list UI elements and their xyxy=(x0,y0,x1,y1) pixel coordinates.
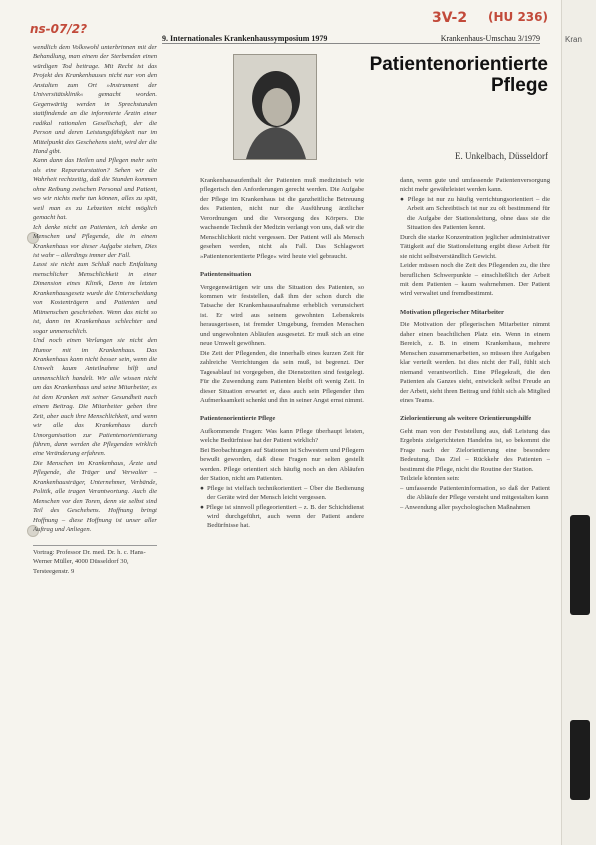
section-heading: Motivation pflegerischer Mitarbeiter xyxy=(400,308,504,316)
list-item: ● Pflege ist sinnvoll pflegeorientiert – z. B. der Schichtdienst wird durchgeführt, auch wenn der Patient andere Bedürfnisse hat. xyxy=(200,503,364,530)
edge-header: Kran xyxy=(565,35,582,44)
list-item: ● Pflege ist nur zu häufig verrichtungsorientiert – die Arbeit am Schreibtisch ist nur zu oft bestimmend für die Aufgabe der Stationsleitung, ohne dass sie die Situation des Patienten kennt. xyxy=(400,195,550,232)
paragraph: Ich denke nicht an Patienten, ich denke an Menschen und Pflegende, die in einem Krankenhaus vor dieser Aufgabe stehen, Dies ist wahr – allerdings immer der Fall. xyxy=(33,223,157,259)
paragraph: wendlich dem Volkswohl unterbrinnen mit der Behandlung, man einem der Sterbenden einen würdigen Tod beitrage. Mit Recht ist das Projekt des Krankenhauses nicht nur von den Anstalten zum Ort »Instrument der Universitätsklinik« gemacht worden. Gegenwärtig werden in Sprechstunden stattfindende an die informierte Ärztin einer radikal rationalen Gesellschaft, der die Person und deren Leistungsfähigkeit nur im Mittelpunkt des Geschehens steht, wird der die Hand gibt. xyxy=(33,44,157,155)
paragraph: Und noch einen Verlangen sie nicht den Humor mit im Krankenhaus. Das Krankenhaus kann nicht besser sein, wenn die Umwelt kaum Anteilnahme hilft und unmenschlich handelt. Wir alle wissen nicht um das Krankenhaus und seine Mitarbeiter, es ist dem Kranken mit seiner Gesundheit nach einem Beitrag. Die Mitarbeiter geben ihre Zeit, aber auch ihre Menschlichkeit, und wenn wir alle das Krankenhaus durch Umorganisation zur Patientenorientierung führen, dann werden die Pflegenden wirklich eine Veränderung erfahren. xyxy=(33,337,157,458)
bullet-list xyxy=(200,484,364,531)
section-heading: Patientensituation xyxy=(200,271,252,279)
article-column-left xyxy=(200,176,364,845)
conference-title: 9. Internationales Krankenhaussymposium 1979 xyxy=(162,34,328,43)
paragraph: Kann dann das Heilen und Pflegen mehr sein als eine Reparaturstation? Sehen wir die Wahrheit rechtzeitig, daß die Stunden kommen ohne Reibung zwischen Personal und Patient, wo wir nichts mehr tun können, alles zu spät, weil man es zu Lebzeiten nicht möglich gemacht hat. xyxy=(33,157,157,222)
article-title-line2: Pflege xyxy=(490,75,548,96)
section-body: Geht man von der Feststellung aus, daß Leistung das Ergebnis zielgerichteten Handelns ist, so bekommt die Frage nach der Zielorientierung eine besondere Bedeutung. Das Ziel – Rückkehr des Patienten – bestimmt die Pflege, nicht die Routine der Station. xyxy=(400,427,550,473)
handwritten-mark-top-left: ns-07/2? xyxy=(30,22,88,36)
next-page-edge xyxy=(561,0,596,845)
list-item: ● Pflege ist vielfach technikorientiert – Über die Bedienung der Geräte wird der Mensch leicht vergessen. xyxy=(200,484,364,502)
previous-article-column xyxy=(33,43,157,533)
intro-paragraph: dann, wenn gute und umfassende Patientenversorgung nicht mehr gewährleistet werden kann. xyxy=(400,177,550,194)
list-item: – Anwendung aller psychologischen Maßnahmen xyxy=(400,503,531,511)
article-title xyxy=(370,54,548,96)
paragraph: Lasst sie nicht zum Schluß nach Entfaltung menschlicher Menschlichkeit in einer Dimension eines Klinik, Denn im letzten Krankenhausgesetz wurde die Unterscheidung von Kostenträgern und Patienten und Mitmenschen geschrieben. Wenn das nicht so ist, dann im Krankenhaus schlechter und sogar unmenschlich. xyxy=(33,261,157,335)
paragraph: Teilziele könnten sein: xyxy=(400,475,460,483)
intro-paragraph: Krankenhausaufenthalt der Patienten muß medizinisch wie pflegerisch den Anforderungen gerecht werden. Die Aufgabe der Pflege im Krankenhaus ist die ganzheitliche Betreuung des Patienten, nicht nur die Ausführung ärztlicher Verordnungen und die Versorgung des Körpers. Die wachsende Technik der Medizin verlangt von uns, daß wir die Menschlichkeit nicht vergessen. Der Patient will als Mensch gesehen werden, nicht als Fall. Das Schlagwort »Patientenorientierte Pflege« wird heute viel gebraucht. xyxy=(200,177,364,260)
article-column-right xyxy=(400,176,550,845)
edge-dark-block xyxy=(570,720,590,800)
bullet-list xyxy=(400,195,550,233)
list-item-text: Pflege ist nur zu häufig verrichtungsorientiert – die Arbeit am Schreibtisch ist nur zu oft bestimmend für die Aufgabe der Stationsleitung, ohne dass sie die Situation des Patienten kennt. xyxy=(407,195,550,232)
paragraph: Leider müssen noch die Zeit des Pflegenden zu, die ihre beruflichen Schwerpunkte – einschließlich der Arbeit mit dem Patienten – kaum wahrnehmen. Der Patient wird verwaltet und fremdbestimmt. xyxy=(400,262,550,298)
list-item: – umfassende Patienteninformation, so daß der Patient die Abläufe der Pflege versteht und mitgestalten kann xyxy=(400,484,550,502)
list-item-text: Pflege ist vielfach technikorientiert – Über die Bedienung der Geräte wird der Mensch leicht vergessen. xyxy=(206,484,364,502)
paragraph: Die Menschen im Krankenhaus, Ärzte und Pflegende, die Träger und Verwalter – Krankenhausträger, Unternehmer, Verbände, Politik, alle tragen Verantwortung. Auch die Menschen vor den Toren, denn sie selbst sind Teil des Geschehens. Hoffnung bringt Hoffnung – diese Hoffnung ist unser aller Auftrag und Anliegen. xyxy=(33,459,157,533)
portrait-image xyxy=(234,55,316,159)
section-body: Die Motivation der pflegerischen Mitarbeiter nimmt daher einen beachtlichen Platz ein. Wenn in einem Bereich, z. B. in einem Krankenhaus, mehrere Menschen zusammenarbeiten, so müssen ihre Aufgaben klar verteilt werden. Ist dies nicht der Fall, fühlt sich niemand verantwortlich. Eine Pflegekraft, die den Patienten als Ganzes sieht, entwickelt selbst Freude an der Arbeit, sieht ihren Beitrag und fühlt sich als Mitglied eines Teams. xyxy=(400,321,550,404)
footnote: Vortrag: Professor Dr. med. Dr. h. c. Hans-Werner Müller, 4000 Düsseldorf 30, Tersteegenstr. 9 xyxy=(33,545,157,576)
article-title-line1: Patientenorientierte xyxy=(369,54,548,75)
running-header xyxy=(162,31,540,44)
bullet-list xyxy=(400,484,550,512)
article-author: E. Unkelbach, Düsseldorf xyxy=(455,151,548,161)
section-body: Aufkommende Fragen: Was kann Pflege überhaupt leisten, welche Bedürfnisse hat der Patient wirklich? Bei Beobachtungen auf Stationen ist Schwestern und Pflegern bewußt geworden, daß diese Fragen nur selten gestellt werden. Pflege orientiert sich häufig noch an den Abläufen der Station, nicht am Patienten. xyxy=(200,427,364,483)
list-item-text: umfassende Patienteninformation, so daß der Patient die Abläufe der Pflege versteht und mitgestalten kann xyxy=(405,484,550,502)
author-photo xyxy=(233,54,317,160)
list-item-text: Pflege ist sinnvoll pflegeorientiert – z. B. der Schichtdienst wird durchgeführt, auch wenn der Patient andere Bedürfnisse hat. xyxy=(206,503,364,530)
list-item-text: Anwendung aller psychologischen Maßnahmen xyxy=(404,503,531,511)
journal-issue: Krankenhaus-Umschau 3/1979 xyxy=(440,34,540,43)
handwritten-mark-top-right: 3V-2 xyxy=(432,10,468,26)
handwritten-mark-reference: (HU 236) xyxy=(488,10,548,24)
section-heading: Patientenorientierte Pflege xyxy=(200,415,276,423)
section-heading: Zielorientierung als weitere Orientierungshilfe xyxy=(400,415,532,423)
paragraph: Durch die starke Konzentration jeglicher administrativer Tätigkeit auf die Stationsleitung ergibt diese Arbeit für sie nicht selbstverständlich Gewicht. xyxy=(400,233,550,260)
edge-dark-block xyxy=(570,515,590,615)
section-body: Vergegenwärtigen wir uns die Situation des Patienten, so kommen wir feststellen, daß ihm der schon durch die Tatsache der Krankenhausaufnahme erheblich verunsichert ist. Er wird aus seinem gewohnten Lebenskreis herausgerissen, ist fremder Umgebung, fremden Menschen und ungewohnten Abläufen ausgesetzt. Er muß sich an eine neue Umwelt gewöhnen. Die Zeit der Pflegenden, die innerhalb eines kurzen Zeit für zahlreiche Verrichtungen da sein muß, ist begrenzt. Der Tagesablauf ist vorgegeben, die Dienstzeiten sind festgelegt. Für die Zuwendung zum Patienten bleibt oft wenig Zeit. In dieser Situation erwartet er, dass auch sein Pflegender ihm Aufmerksamkeit schenkt und ihn in seiner Angst ernst nimmt. xyxy=(200,283,364,404)
